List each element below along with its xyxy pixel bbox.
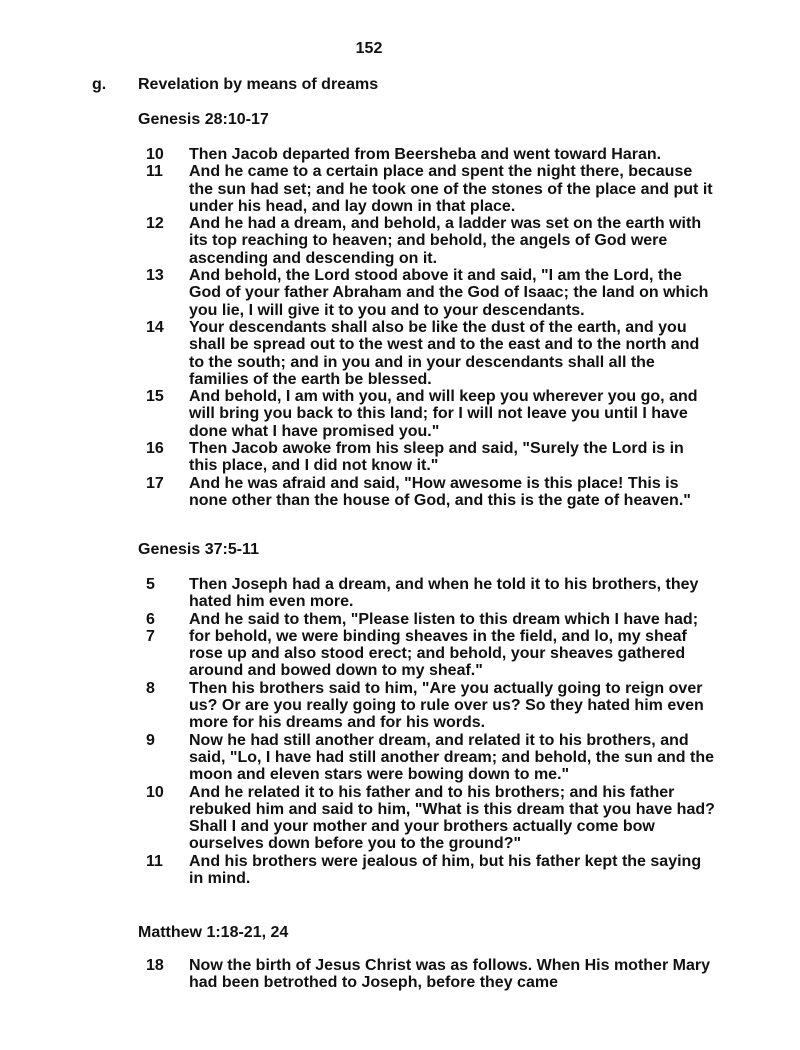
verse-number: 6 [146,610,155,628]
verse-number: 11 [146,852,163,870]
verse-text: Then Joseph had a dream, and when he told it to his brothers, they hated him even more. [189,576,699,611]
verse [146,267,716,319]
verse-number: 7 [146,627,155,645]
verse-number: 10 [146,146,164,163]
verse [146,215,716,267]
verse-number: 12 [146,215,164,233]
verse-number: 18 [146,957,164,974]
verse-text: Then Jacob awoke from his sleep and said, "Surely the Lord is in this place, and I did not know it." [189,440,684,475]
verse-number: 11 [146,163,163,181]
verse [146,163,716,215]
verse [146,611,716,628]
verse-text: Then his brothers said to him, "Are you actually going to reign over us? Or are you really going to rule over us? So they hated him even more for his dreams and for his words. [189,679,704,732]
verse [146,680,716,732]
passage-reference: Genesis 37:5-11 [138,541,259,558]
verse [146,784,716,853]
verse-number: 13 [146,267,164,285]
verse-text: And he was afraid and said, "How awesome is this place! This is none other than the house of God, and this is the gate of heaven." [189,474,691,509]
verse-list [146,957,716,992]
verse [146,440,716,475]
verse-text: And behold, I am with you, and will keep you wherever you go, and will bring you back to this land; for I will not leave you until I have done what I have promised you." [189,388,698,440]
verse-text: And he came to a certain place and spent the night there, because the sun had set; and he took one of the stones of the place and put it under his head, and lay down in that place. [189,163,713,215]
verse-number: 16 [146,440,164,458]
verse-text: And he said to them, "Please listen to this dream which I have had; [189,610,699,628]
verse [146,576,716,611]
verse-text: Now the birth of Jesus Christ was as follows. When His mother Mary had been betrothed to Joseph, before they came [189,957,710,992]
verse-list [146,576,716,887]
verse-text: for behold, we were binding sheaves in the field, and lo, my sheaf rose up and also stood erect; and behold, your sheaves gathered around and bowed down to my sheaf." [189,627,687,680]
verse [146,319,716,388]
verse-number: 8 [146,679,155,697]
verse-text: And behold, the Lord stood above it and said, "I am the Lord, the God of your father Abraham and the God of Isaac; the land on which you lie, I will give it to you and to your descendants. [189,267,709,319]
verse-number: 17 [146,474,164,492]
page-number: 152 [355,40,383,57]
verse-text: And he had a dream, and behold, a ladder was set on the earth with its top reaching to heaven; and behold, the angels of God were ascending and descending on it. [189,215,702,267]
section-letter: g. [92,76,107,93]
verse-number: 14 [146,318,164,336]
verse-number: 10 [146,783,164,801]
verse-number: 15 [146,388,164,406]
verse [146,957,716,992]
verse [146,853,716,888]
verse-text: And his brothers were jealous of him, but his father kept the saying in mind. [189,852,702,888]
verse-number: 9 [146,731,155,749]
verse-text: And he related it to his father and to his brothers; and his father rebuked him and said to him, "What is this dream that you have had? Shall I and your mother and your brothers actually come bow ourselves down before you to the ground?" [189,783,715,853]
verse [146,732,716,784]
verse [146,388,716,440]
verse [146,146,716,163]
verse-text: Then Jacob departed from Beersheba and went toward Haran. [189,146,662,163]
verse [146,628,716,680]
verse-number: 5 [146,576,155,593]
section-title: Revelation by means of dreams [138,76,379,93]
passage-reference: Genesis 28:10-17 [138,111,269,128]
verse-text: Now he had still another dream, and related it to his brothers, and said, "Lo, I have had still another dream; and behold, the sun and the moon and eleven stars were bowing down to me." [189,731,714,784]
verse-text: Your descendants shall also be like the dust of the earth, and you shall be spread out to the west and to the east and to the north and to the south; and in you and in your descendants shall all the families of the earth be blessed. [189,318,700,388]
verse-list [146,146,716,509]
passage-reference: Matthew 1:18-21, 24 [138,924,289,941]
verse [146,475,716,510]
